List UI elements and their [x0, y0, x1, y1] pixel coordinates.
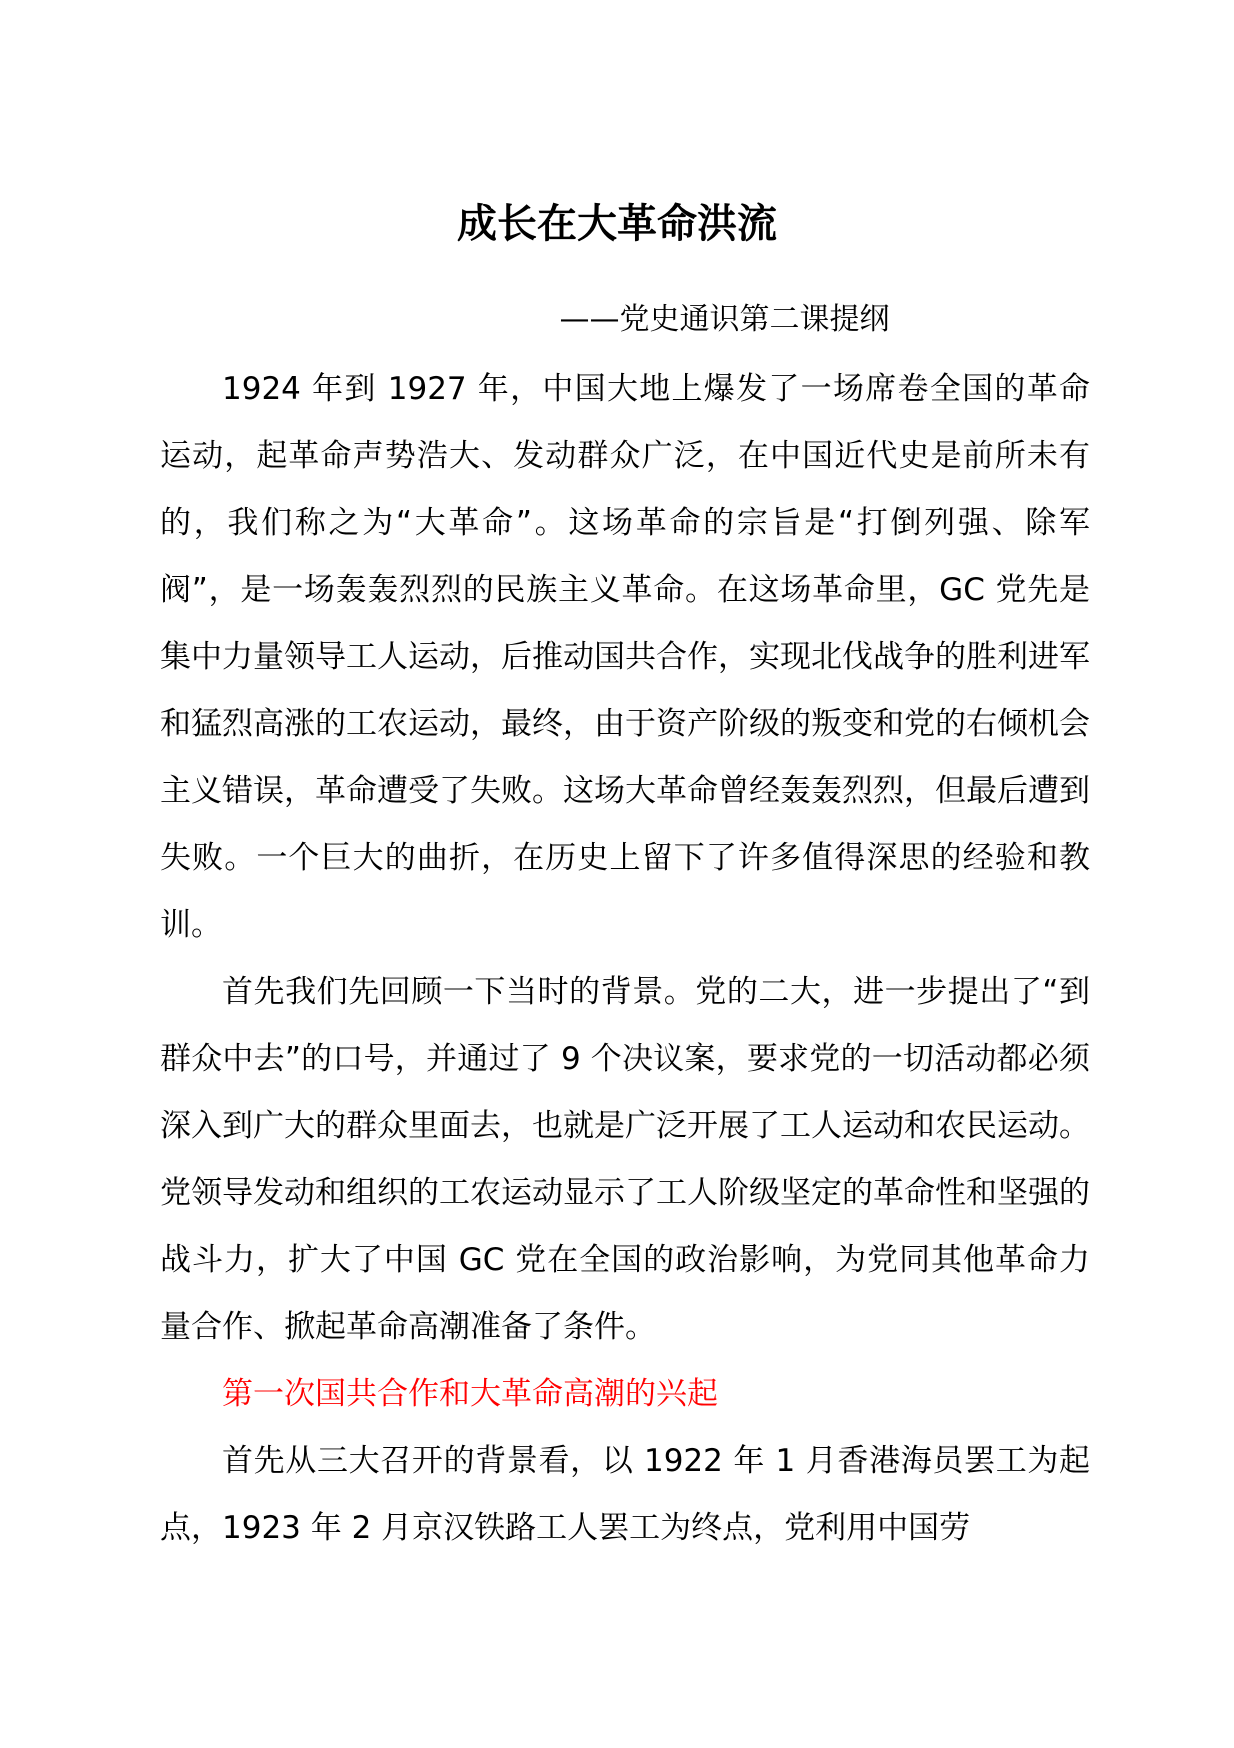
body-paragraph-1: 1924 年到 1927 年，中国大地上爆发了一场席卷全国的革命运动，起革命声势浩大、发动群众广泛，在中国近代史是前所未有的，我们称之为“大革命”。这场革命的宗旨是“打倒列强、除军阀”，是一场轰轰烈烈的民族主义革命。在这场革命里，GC 党先是集中力量领导工人运动，后推动国共合作，实现北伐战争的胜利进军和猛烈高涨的工农运动，最终，由于资产阶级的叛变和党的右倾机会主义错误，革命遭受了失败。这场大革命曾经轰轰烈烈，但最后遭到失败。一个巨大的曲折，在历史上留下了许多值得深思的经验和教训。 — [160, 371, 1090, 943]
section-paragraph: 首先从三大召开的背景看，以 1922 年 1 月香港海员罢工为起点，1923 年 2 月京汉铁路工人罢工为终点，党利用中国劳 — [160, 1443, 1090, 1546]
body-paragraph-2: 首先我们先回顾一下当时的背景。党的二大，进一步提出了“到群众中去”的口号，并通过了 9 个决议案，要求党的一切活动都必须深入到广大的群众里面去，也就是广泛开展了工人运动和农民运动。党领导发动和组织的工农运动显示了工人阶级坚定的革命性和坚强的战斗力，扩大了中国 GC 党在全国的政治影响，为党同其他革命力量合作、掀起革命高潮准备了条件。 — [160, 974, 1090, 1345]
document-title: 成长在大革命洪流 — [457, 201, 777, 247]
section-heading: 第一次国共合作和大革命高潮的兴起 — [222, 1376, 718, 1412]
document-subtitle: ——党史通识第二课提纲 — [559, 302, 890, 337]
document-body — [160, 356, 1090, 1562]
